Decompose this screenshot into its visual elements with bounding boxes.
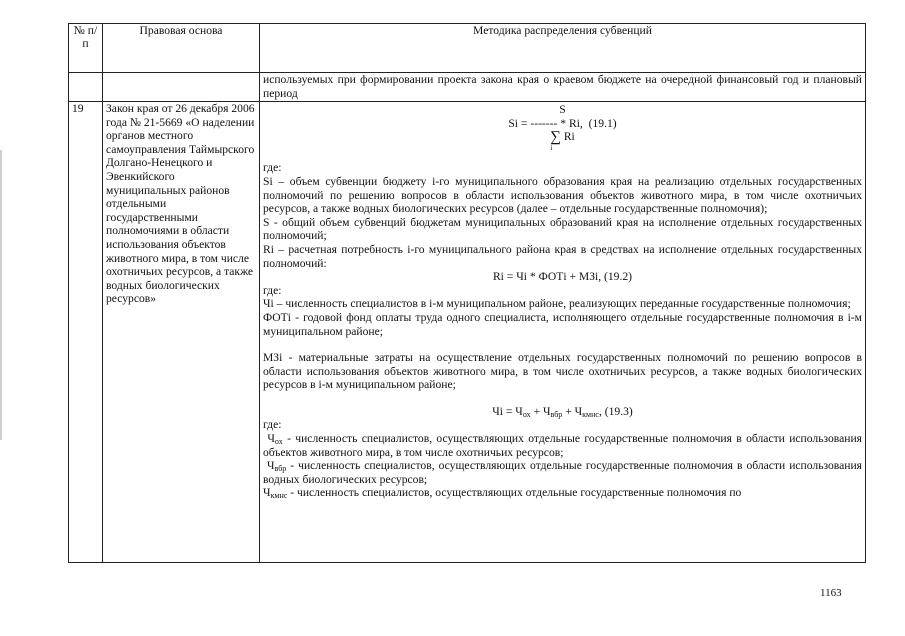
formula-19-2: Ri = Чi * ФОТi + МЗi, (19.2) [492, 270, 633, 284]
definition-chi: Чi – численность специалистов в i-м муниципальном районе, реализующих переданные государственные полномочия; [263, 297, 851, 311]
sum-symbol: ∑ [550, 129, 561, 146]
formula3-lhs: Чi = Ч [492, 404, 523, 418]
page-number: 1163 [820, 587, 842, 599]
header-legal-basis: Правовая основа [103, 24, 260, 73]
formula-denominator: Ri [563, 130, 575, 144]
definition-ch-kmns [263, 486, 862, 500]
where-label-2: где: [263, 283, 282, 297]
definition-ch-vbr [263, 459, 862, 486]
def-kmns-text: - численность специалистов, осуществляющих отдельные государственные полномочия по [287, 486, 742, 500]
formula-19-3 [263, 405, 862, 419]
formula-numerator: S [559, 103, 566, 116]
row-methodology [260, 102, 866, 563]
def-ox-subscript: ох [274, 437, 283, 447]
formula3-plus1: + Ч [530, 404, 551, 418]
header-methodology: Методика распределения субвенций [260, 24, 866, 73]
continuation-row [69, 73, 866, 102]
formula3-plus2: + Ч [562, 404, 583, 418]
definition-ri: Ri – расчетная потребность i-го муниципального района края в средствах на исполнение отдельных государственных полномочий: [263, 242, 862, 270]
def-kmns-subscript: кмнс [270, 491, 288, 501]
formula-label: (19.1) [588, 116, 617, 130]
def-vbr-text: - численность специалистов, осуществляющих отдельные государственные полномочия в области использования водных биологических ресурсов; [263, 459, 862, 486]
where-label-3: где: [263, 418, 282, 432]
definition-si: Si – объем субвенции бюджету i-го муниципального образования края на реализацию отдельных государственных полномочий по решению вопросов в области использования объектов животного мира, в том числе охотничьих ресурсов, а также водных биологических ресурсов (далее – отдельные государственные полномочия); [263, 174, 862, 216]
continuation-text: используемых при формировании проекта закона края о краевом бюджете на очередной финансовый год и плановый период [260, 73, 866, 102]
formula-19-1 [263, 102, 862, 153]
continuation-law-cell [103, 73, 260, 102]
header-number: № п/п [69, 24, 103, 73]
where-label-1: где: [263, 161, 282, 175]
def-ox-symbol: Ч [267, 432, 275, 446]
sum-index: i [550, 143, 553, 152]
table-row [69, 102, 866, 563]
formula-lhs: Si = ------- * Ri, [508, 116, 583, 130]
definition-ch-ox [263, 432, 862, 459]
def-ox-text: - численность специалистов, осуществляющих отдельные государственные полномочия в области использования объектов животного мира, в том числе охотничьих ресурсов; [263, 432, 862, 459]
definition-s: S - общий объем субвенций бюджетам муниципальных образований края на исполнение отдельных государственных полномочий; [263, 215, 862, 243]
formula3-sub-ox: ох [522, 409, 531, 419]
row-number: 19 [69, 102, 103, 563]
def-kmns-symbol: Ч [263, 486, 271, 500]
definition-mzi: МЗi - материальные затраты на осуществление отдельных государственных полномочий по решению вопросов в области использования объектов животного мира, в том числе охотничьих ресурсов, а также водных биологических ресурсов в i-м муниципальном районе; [263, 351, 862, 392]
row-legal-basis: Закон края от 26 декабря 2006 года № 21-5669 «О наделении органов местного самоуправления Таймырского Долгано-Ненецкого и Эвенкийского муниципальных районов отдельными государственными полномочиями в области использования объектов животного мира, в том числе охотничьих ресурсов, а также водных биологических ресурсов» [103, 102, 260, 563]
continuation-num-cell [69, 73, 103, 102]
table-header-row [69, 24, 866, 73]
def-vbr-symbol: Ч [267, 459, 275, 473]
def-vbr-subscript: вбр [274, 464, 287, 474]
formula3-label: , (19.3) [598, 404, 633, 418]
definition-foti: ФОТi - годовой фонд оплаты труда одного специалиста, исполняющего отдельные государственные полномочия в i-м муниципальном районе; [263, 310, 862, 338]
formula3-sub-vbr: вбр [550, 409, 563, 419]
scan-margin-line [0, 150, 2, 440]
methodology-table [68, 23, 866, 563]
formula3-sub-kmns: кмнс [582, 409, 599, 419]
